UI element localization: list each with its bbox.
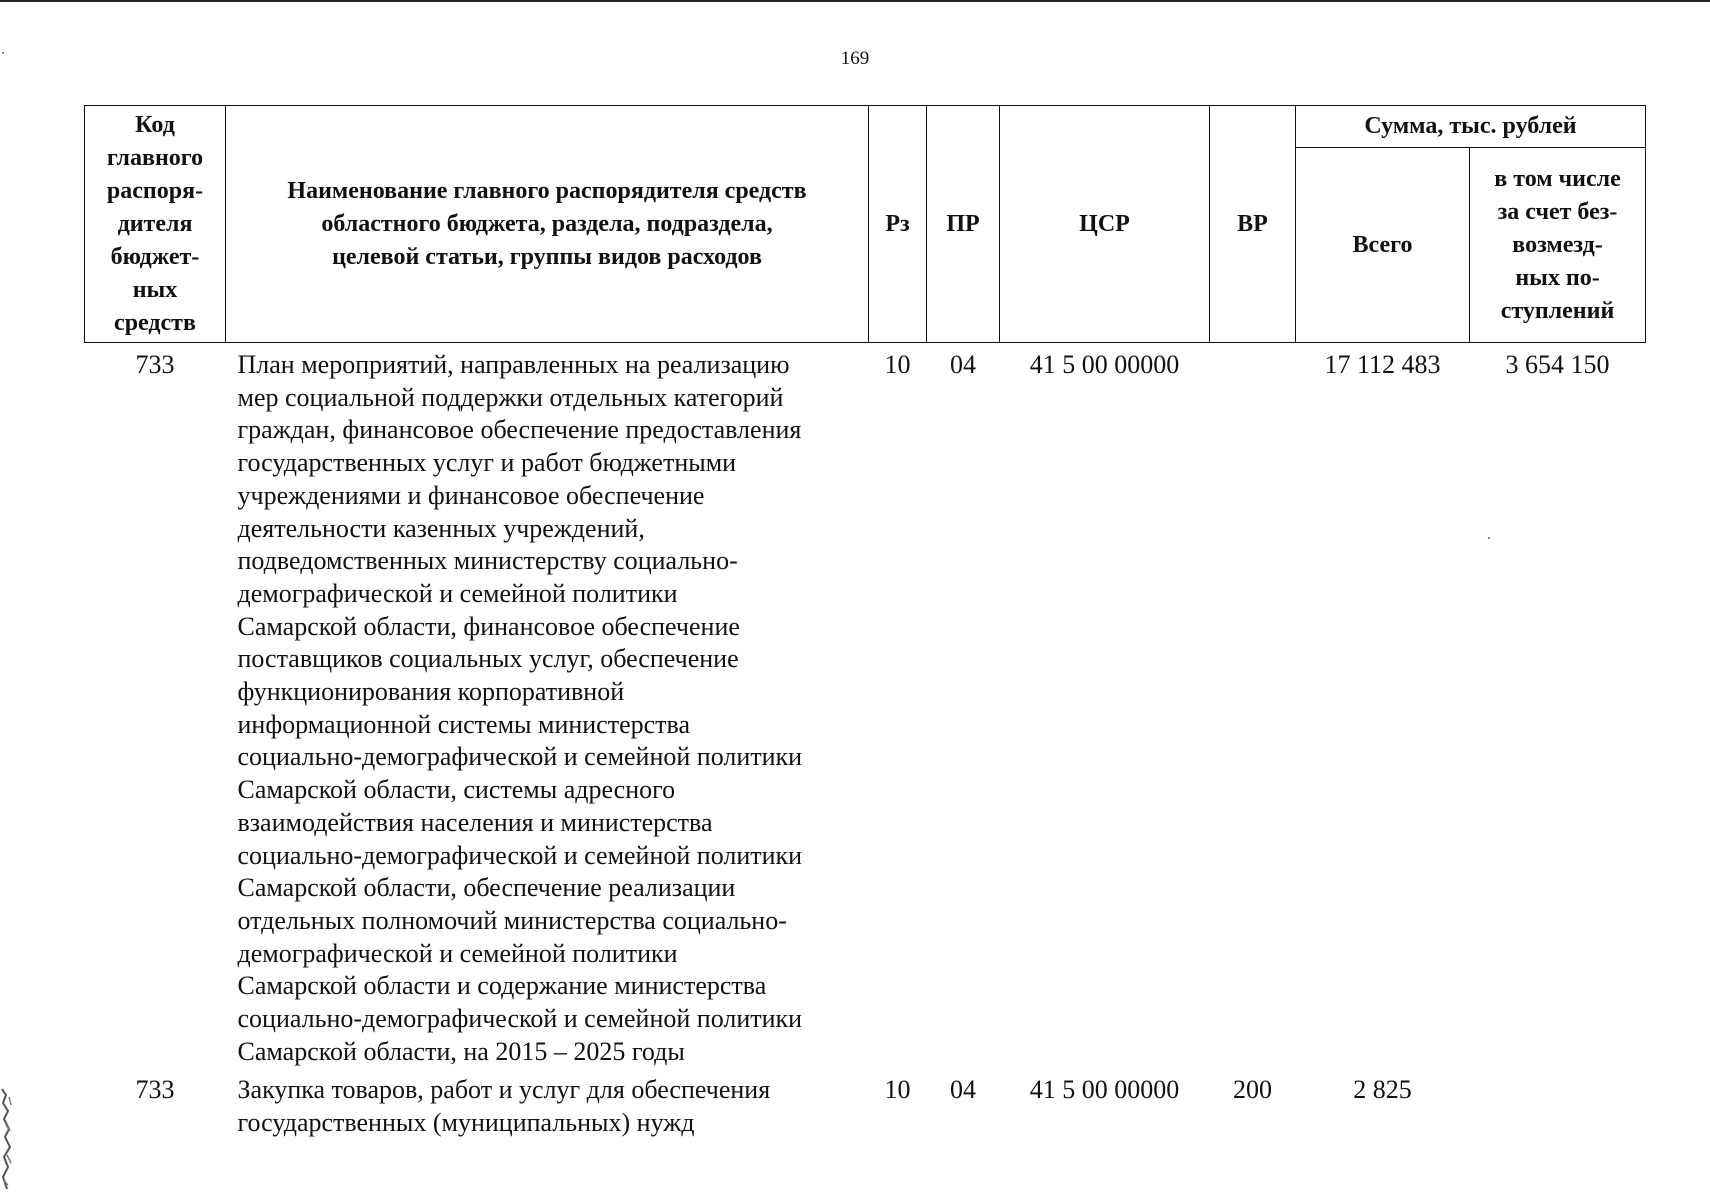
name-line: План мероприятий, направленных на реализацию [237,350,790,379]
name-line: Самарской области, на 2015 – 2025 годы [237,1036,685,1066]
header-free-line: за счет без- [1497,198,1618,225]
top-border-line [0,0,1710,2]
name-line: социально-демографической и семейной политики [237,742,803,772]
name-line: демографической и семейной политики [237,938,678,968]
name-line: социально-демографической и семейной политики [237,840,803,870]
cell-rz: 10 [884,350,911,379]
header-code-line: главного [106,144,204,171]
table-row [85,343,1646,1069]
cell-total: 2 825 [1353,1075,1412,1105]
header-name-line: областного бюджета, раздела, подраздела, [321,210,773,237]
cell-csr: 41 5 00 00000 [1029,350,1180,379]
name-line: поставщиков социальных услуг, обеспечение [237,644,739,674]
name-line: Самарской области, обеспечение реализации [237,873,736,903]
header-pr: ПР [927,106,1000,343]
scan-noise-mark [0,1085,14,1195]
header-free-line: в том числе [1494,165,1621,192]
cell-vr: 200 [1233,1075,1272,1105]
header-code-line: бюджет- [110,243,200,270]
cell-total: 17 112 483 [1324,350,1441,379]
name-line: демографической и семейной политики [237,578,678,608]
name-line: Закупка товаров, работ и услуг для обеспечения [237,1075,771,1105]
header-free-line: ных по- [1515,264,1600,291]
header-code-line: ных [132,276,178,303]
name-line: подведомственных министерству социально- [237,546,738,576]
header-sum-group: Сумма, тыс. рублей [1296,106,1646,148]
cell-free-receipts: 3 654 150 [1505,350,1610,379]
name-line: информационной системы министерства [237,709,690,739]
name-line: учреждениями и финансовое обеспечение [237,480,705,510]
cell-pr: 04 [950,1075,976,1105]
cell-vr [1210,343,1296,1069]
name-line: функционирования корпоративной [237,677,625,707]
header-code-line: средств [114,309,196,336]
name-line: граждан, финансовое обеспечение предоставления [237,415,802,445]
header-code-line: Код [135,111,175,138]
cell-name [226,1068,869,1139]
name-line: взаимодействия населения и министерства [237,807,713,837]
cell-name [226,343,869,1069]
name-line: мер социальной поддержки отдельных категорий [237,382,784,412]
name-line: Самарской области, системы адресного [237,775,676,805]
header-code-line: распоря- [106,177,204,204]
header-code [85,106,226,343]
page-number: 169 [840,48,870,69]
table-row [85,1068,1646,1139]
budget-table [84,105,1646,1140]
header-total: Всего [1296,148,1470,343]
name-line: социально-демографической и семейной политики [237,1004,803,1034]
cell-pr: 04 [950,350,976,379]
name-line: отдельных полномочий министерства социально- [237,905,787,935]
name-line: Самарской области и содержание министерства [237,971,767,1001]
cell-csr: 41 5 00 00000 [1029,1075,1180,1105]
scan-speck [2,52,4,54]
name-line: Самарской области, финансовое обеспечение [237,611,740,641]
cell-code: 733 [135,1075,175,1105]
header-free-receipts [1470,148,1646,343]
header-name [226,106,869,343]
scan-speck [1488,537,1490,539]
header-free-line: возмезд- [1512,231,1603,258]
header-csr: ЦСР [1000,106,1210,343]
cell-code: 733 [135,350,175,379]
name-line: государственных (муниципальных) нужд [237,1108,695,1138]
name-line: деятельности казенных учреждений, [237,513,645,543]
header-name-line: Наименование главного распорядителя средств [287,177,807,204]
header-vr: ВР [1210,106,1296,343]
header-name-line: целевой статьи, группы видов расходов [332,243,762,270]
header-rz: Рз [869,106,927,343]
cell-free-receipts [1470,1068,1646,1139]
header-code-line: дителя [117,210,193,237]
header-free-line: ступлений [1500,297,1615,324]
cell-rz: 10 [884,1075,911,1105]
name-line: государственных услуг и работ бюджетными [237,448,737,478]
